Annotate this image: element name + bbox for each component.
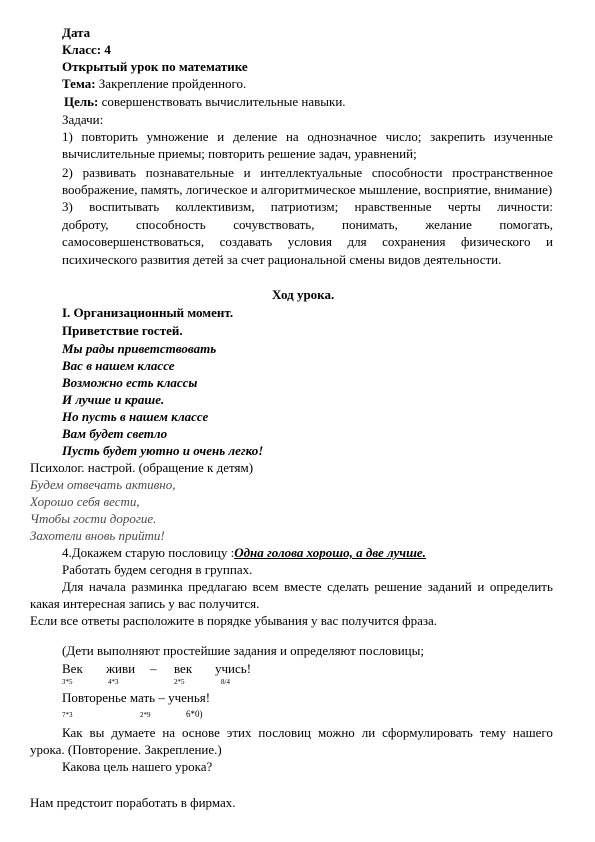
poem-line-7: Пусть будет уютно и очень легко! — [62, 443, 264, 458]
word: способность — [136, 217, 206, 232]
warmup-line-1 — [62, 578, 553, 595]
word: всем — [252, 579, 279, 594]
word: 1) — [62, 129, 73, 144]
word: на — [162, 725, 176, 740]
word: познавательные — [145, 165, 234, 180]
word: нашего — [512, 725, 553, 740]
proverb1-expr: 3*5 — [62, 678, 73, 686]
poem-line-2: Вас в нашем классе — [62, 358, 175, 373]
word: однозначное — [307, 129, 377, 144]
proverb1-expr: 2*5 — [174, 678, 185, 686]
word: интеллектуальные — [260, 165, 363, 180]
task-3-line-1 — [62, 198, 553, 215]
question1-line-1 — [62, 724, 553, 741]
word: сочувствовать, — [233, 217, 315, 232]
word: тему — [479, 725, 506, 740]
warmup-line-2: какая интересная запись у вас получится. — [30, 596, 260, 611]
word: вместе — [284, 579, 322, 594]
psych-line: Психолог. настрой. (обращение к детям) — [30, 460, 254, 475]
proverb-intro: 4.Докажем старую пословицу : — [62, 545, 235, 560]
word: понимать, — [342, 217, 398, 232]
word: начала — [88, 579, 126, 594]
word: и — [546, 234, 553, 249]
word: желание — [425, 217, 472, 232]
word: 3) — [62, 199, 73, 214]
word: предлагаю — [188, 579, 247, 594]
proverb1-word: учись! — [215, 661, 252, 676]
word: личности: — [497, 199, 553, 214]
word: Для — [62, 579, 84, 594]
word: определить — [489, 579, 553, 594]
word: Как — [62, 725, 83, 740]
word: условия — [287, 234, 333, 249]
word: доброту, — [62, 217, 109, 232]
proverb1-word: Век — [62, 661, 83, 676]
proverb-line — [62, 544, 426, 561]
poem2-line-1: Будем отвечать активно, — [30, 477, 176, 492]
greeting-title: Приветствие гостей. — [62, 323, 183, 338]
word: сохранения — [382, 234, 446, 249]
word: и — [477, 579, 485, 594]
firms-line: Нам предстоит поработать в фирмах. — [30, 795, 236, 810]
poem-line-1: Мы рады приветствовать — [62, 341, 217, 356]
proverb2-line: Повторенье мать – ученья! — [62, 690, 211, 705]
poem-line-6: Вам будет светло — [62, 426, 168, 441]
word: можно — [317, 725, 355, 740]
word: закрепить — [430, 129, 486, 144]
word: деление — [232, 129, 278, 144]
word: решение — [374, 579, 423, 594]
task-2-line-1 — [62, 164, 553, 181]
task-3-line-4: психического развития детей за счет рациональной смены видов деятельности. — [62, 252, 502, 267]
word: число; — [385, 129, 422, 144]
task-1-line-1 — [62, 128, 553, 145]
word: самосовершенствоваться, — [62, 234, 205, 249]
word: нравственные — [354, 199, 432, 214]
order-line: Если все ответы расположите в порядке убывания у вас получится фраза. — [30, 613, 438, 628]
word: пословиц — [258, 725, 312, 740]
word: изученные — [493, 129, 553, 144]
word: вы — [89, 725, 105, 740]
date-label: Дата — [62, 25, 91, 40]
poem-line-5: Но пусть в нашем классе — [62, 409, 209, 424]
goal-label: Цель: — [64, 94, 99, 109]
word: думаете — [111, 725, 156, 740]
topic-label: Тема: — [62, 76, 96, 91]
section-1-title: I. Организационный момент. — [62, 305, 234, 320]
lesson-flow-title: Ход урока. — [272, 287, 335, 302]
proverb-text: Одна голова хорошо, а две лучше. — [234, 545, 426, 560]
word: развивать — [82, 165, 137, 180]
proverb1-word: век — [174, 661, 193, 676]
word: повторить — [81, 129, 138, 144]
word: основе — [181, 725, 220, 740]
proverb1-expr: 4*3 — [108, 678, 119, 686]
word: ли — [361, 725, 376, 740]
proverb1-word: живи — [106, 661, 136, 676]
word: коллективизм, — [175, 199, 255, 214]
word: патриотизм; — [270, 199, 339, 214]
word: этих — [226, 725, 252, 740]
task-2-line-2: воображение, память, логическое и алгоритмическое мышление, восприятие, внимание) — [62, 182, 553, 197]
word: способности — [371, 165, 443, 180]
word: разминка — [131, 579, 183, 594]
poem2-line-3: Чтобы гости дорогие. — [30, 511, 157, 526]
poem2-line-4: Захотели вновь прийти! — [30, 528, 165, 543]
word: на — [285, 129, 299, 144]
word: помогать, — [499, 217, 553, 232]
word: 2) — [62, 165, 73, 180]
goal-line — [64, 93, 346, 110]
word: черты — [447, 199, 481, 214]
word: заданий — [427, 579, 472, 594]
task-1-line-2: вычислительные приемы; повторить решение задач, уравнений; — [62, 146, 417, 161]
proverb2-expr: 6*0) — [186, 709, 203, 719]
word: и — [217, 129, 225, 144]
proverb1-expr: 8/4 — [221, 678, 230, 686]
word: пространственное — [452, 165, 553, 180]
word: и — [243, 165, 251, 180]
poem2-line-2: Хорошо себя вести, — [30, 494, 140, 509]
question2-line: Какова цель нашего урока? — [62, 759, 213, 774]
lesson-title: Открытый урок по математике — [62, 59, 248, 74]
word: сделать — [327, 579, 369, 594]
word: физического — [460, 234, 531, 249]
word: для — [347, 234, 367, 249]
proverb2-expr: 2*9 — [140, 711, 151, 719]
word: умножение — [146, 129, 209, 144]
class-label: Класс: 4 — [62, 42, 111, 57]
word: воспитывать — [89, 199, 160, 214]
topic-line — [62, 75, 246, 92]
goal-value: совершенствовать вычислительные навыки. — [98, 94, 346, 109]
task-3-line-3 — [62, 233, 553, 250]
poem-line-4: И лучше и краше. — [62, 392, 165, 407]
word: сформулировать — [382, 725, 473, 740]
question1-line-2: урока. (Повторение. Закрепление.) — [30, 742, 222, 757]
kids-task-line: (Дети выполняют простейшие задания и определяют пословицы; — [62, 643, 424, 658]
task-3-line-2 — [62, 216, 553, 233]
proverb2-expr: 7*3 — [62, 711, 73, 719]
groups-line: Работать будем сегодня в группах. — [62, 562, 253, 577]
tasks-title: Задачи: — [62, 112, 104, 127]
poem-line-3: Возможно есть классы — [62, 375, 198, 390]
word: создавать — [219, 234, 273, 249]
proverb1-word: – — [150, 661, 157, 676]
topic-value: Закрепление пройденного. — [95, 76, 247, 91]
